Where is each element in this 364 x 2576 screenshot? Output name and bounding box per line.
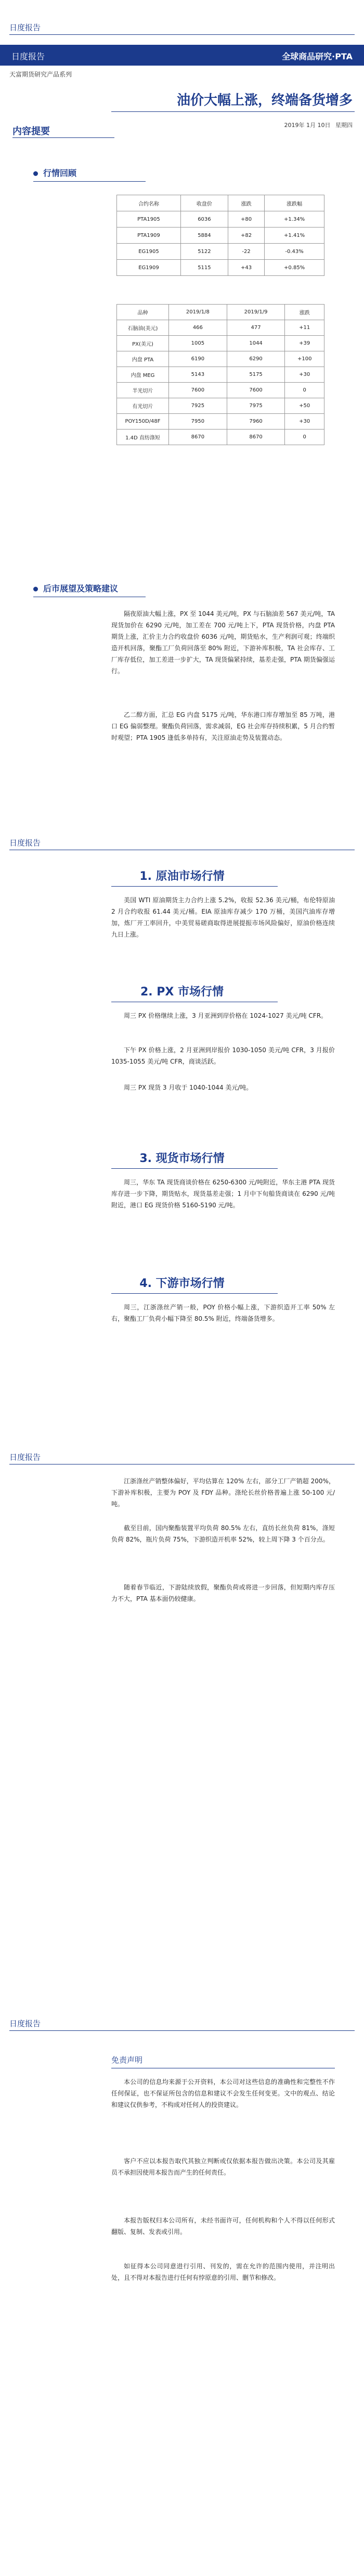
market-review-rule [33, 181, 146, 182]
disclaimer-paragraph-2: 客户不应以本报告取代其独立判断或仅依据本报告做出决策。本公司及其雇员不承担因使用本报告而产生的任何责任。 [111, 2157, 335, 2176]
table-cell: 6190 [169, 351, 227, 367]
table-row [117, 398, 324, 414]
summary-rule [12, 137, 114, 138]
table-cell: 0 [285, 430, 324, 445]
table-cell: +11 [285, 320, 324, 336]
table-cell: +50 [285, 398, 324, 414]
table-cell: 1.4D 直纺涤短 [117, 430, 169, 445]
table-row [117, 383, 324, 398]
table-cell: 6036 [180, 211, 228, 228]
header-rule [9, 34, 355, 35]
table-header-cell: 品种 [117, 305, 169, 320]
table-cell: -22 [228, 244, 264, 260]
table-row [117, 351, 324, 367]
table-cell: +1.34% [265, 211, 324, 228]
market-review-heading: 行情回顾 [33, 167, 76, 179]
table-cell: 5115 [180, 260, 228, 276]
page-4 [0, 2014, 364, 2576]
outlook-heading: 后市展望及策略建议 [33, 582, 118, 594]
page-header-title: 日度报告 [9, 23, 41, 32]
outlook-paragraph-2: 乙二醇方面，汇总 EG 内盘 5175 元/吨，华东港口库存增加至 85 万吨，港口 EG 偏弱整理。聚酯负荷回落，需求减弱，EG 社会库存持续积累，5 月合约暂时观望；PTA 1905 逢低多单持有，关注原油走势及装置动态。 [111, 711, 335, 741]
heading-rule [111, 886, 278, 887]
bullet-icon [33, 587, 38, 591]
spot-heading: 3. 现货市场行情 [139, 1152, 225, 1165]
table-cell: 7960 [227, 414, 285, 430]
table-row [117, 260, 324, 276]
spot-price-table [116, 304, 324, 445]
table-cell: 半光切片 [117, 383, 169, 398]
table-cell: 466 [169, 320, 227, 336]
downstream-heading: 4. 下游市场行情 [139, 1277, 225, 1290]
table-cell: 内盘 MEG [117, 367, 169, 383]
table-cell: 有光切片 [117, 398, 169, 414]
table-cell: 7600 [169, 383, 227, 398]
table-header-row [117, 195, 324, 211]
page-header-title: 日度报告 [9, 838, 41, 848]
table-cell: 0 [285, 383, 324, 398]
header-rule [9, 2030, 355, 2031]
table-cell: 石脑油(美元) [117, 320, 169, 336]
table-row [117, 228, 324, 244]
disclaimer-heading: 免责声明 [111, 2055, 143, 2065]
disclaimer-paragraph-1: 本公司的信息均来源于公开资料，本公司对这些信息的准确性和完整性不作任何保证，也不保证所包含的信息和建议不会发生任何变更。文中的观点、结论和建议仅供参考，不构成对任何人的投资建议。 [111, 2078, 335, 2108]
table-cell: 内盘 PTA [117, 351, 169, 367]
raw-oil-heading: 1. 原油市场行情 [139, 870, 225, 883]
table-row [117, 211, 324, 228]
table-cell: +82 [228, 228, 264, 244]
table-cell: PTA1905 [117, 211, 181, 228]
report-date [284, 121, 353, 129]
bullet-icon [33, 171, 38, 176]
table-cell: 8670 [227, 430, 285, 445]
table-cell: EG1909 [117, 260, 181, 276]
table-header-row [117, 305, 324, 320]
table-cell: PX(美元) [117, 336, 169, 351]
raw-oil-paragraph: 美国 WTI 原油期货主力合约上涨 5.2%，收报 52.36 美元/桶，布伦特原油 2 月合约收报 61.44 美元/桶。EIA 原油库存减少 170 万桶，美国汽油库存增加，炼厂开工率回升，中美贸易磋商取得进展提振市场风险偏好，原油价格连续九日上涨。 [111, 896, 335, 938]
table-row [117, 336, 324, 351]
title-rule [111, 111, 355, 112]
table-cell: +30 [285, 414, 324, 430]
downstream-paragraph: 周三，江浙涤丝产销一般，POY 价格小幅上涨，下游织造开工率 50% 左右，聚酯工厂负荷小幅下降至 80.5% 附近，终端备货增多。 [111, 1304, 335, 1322]
title-bar [0, 45, 364, 66]
table-row [117, 414, 324, 430]
table-header-cell: 涨跌 [228, 195, 264, 211]
page-2 [0, 832, 364, 1425]
table-cell: 7950 [169, 414, 227, 430]
table-row [117, 430, 324, 445]
page-header-title: 日度报告 [9, 1453, 41, 1462]
disclaimer-paragraph-3: 本报告版权归本公司所有，未经书面许可，任何机构和个人不得以任何形式翻版、复制、发表或引用。 [111, 2217, 335, 2236]
table-cell: 7925 [169, 398, 227, 414]
table-cell: +100 [285, 351, 324, 367]
table-cell: -0.43% [265, 244, 324, 260]
page-header-title: 日度报告 [9, 2019, 41, 2028]
table-cell: +80 [228, 211, 264, 228]
table-cell: 7600 [227, 383, 285, 398]
table-header-cell: 2019/1/9 [227, 305, 285, 320]
table-header-cell: 2019/1/8 [169, 305, 227, 320]
table-cell: PTA1909 [117, 228, 181, 244]
date-text: 2019年 1月 10日 [284, 122, 331, 129]
demand-paragraph-3: 随着春节临近，下游陆续放假，聚酯负荷或将进一步回落，但短期内库存压力不大，PTA 基本面仍较健康。 [111, 1584, 335, 1602]
title-bar-left: 日度报告 [11, 52, 45, 61]
table-cell: 477 [227, 320, 285, 336]
table-cell: +39 [285, 336, 324, 351]
table-cell: 1005 [169, 336, 227, 351]
summary-label: 内容提要 [12, 126, 50, 137]
table-cell: 7975 [227, 398, 285, 414]
spot-paragraph: 周三，华东 TA 现货商谈价格在 6250-6300 元/吨附近，华东主港 PTA 现货库存进一步下降，期货贴水，现货基差走强；1 月中下旬船货商谈在 6290 元/吨附近，港口 EG 现货价格 5160-5190 元/吨。 [111, 1179, 335, 1209]
weekday-text: 星期四 [335, 122, 353, 129]
table-header-cell: 收盘价 [180, 195, 228, 211]
heading-rule [111, 1168, 278, 1169]
table-cell: +43 [228, 260, 264, 276]
futures-table [116, 195, 324, 276]
table-header-cell: 合约名称 [117, 195, 181, 211]
table-cell: 5143 [169, 367, 227, 383]
table-cell: 1044 [227, 336, 285, 351]
table-row [117, 367, 324, 383]
demand-paragraph-1: 江浙涤丝产销整体偏好，平均估算在 120% 左右，部分工厂产销超 200%，下游补库积极，主要为 POY 及 FDY 品种。涤纶长丝价格普遍上涨 50-100 元/吨。 [111, 1478, 335, 1508]
demand-paragraph-2: 截至目前，国内聚酯装置平均负荷 80.5% 左右，直纺长丝负荷 81%，涤短负荷 82%，瓶片负荷 75%，下游织造开机率 52%，较上周下降 3 个百分点。 [111, 1524, 335, 1543]
page-1 [0, 0, 364, 812]
table-header-cell: 涨跌 [285, 305, 324, 320]
table-cell: 5122 [180, 244, 228, 260]
table-cell: EG1905 [117, 244, 181, 260]
report-title: 油价大幅上涨，终端备货增多 [176, 93, 353, 108]
table-cell: +0.85% [265, 260, 324, 276]
series-label: 天富期货研究产品系列 [9, 71, 72, 78]
table-cell: 8670 [169, 430, 227, 445]
px-paragraph-3: 周三 PX 现货 3 月收于 1040-1044 美元/吨。 [124, 1084, 253, 1091]
px-paragraph-2: 下午 PX 价格上涨，2 月亚洲到岸报价 1030-1050 美元/吨 CFR，3 月报价 1035-1055 美元/吨 CFR，商谈活跃。 [111, 1046, 335, 1065]
outlook-paragraph-1: 隔夜原油大幅上涨，PX 至 1044 美元/吨，PX 与石脑油差 567 美元/吨，TA 现货加价在 6290 元/吨，加工差在 700 元/吨上下，PTA 现货价格，内盘 PTA 期货上涨，汇价主力合约收盘价 6036 元/吨，期货贴水，生产利润可观；终端织造开机回落，聚酯工厂负荷回落至 80% 附近，下游补库积极，TA 社会库存、工厂库存低位，加工差进一步扩大，TA 现货偏紧持续，基差走强，PTA 期货偏强运行。 [111, 610, 335, 675]
table-header-cell: 涨跌幅 [265, 195, 324, 211]
page-3 [0, 1425, 364, 2014]
table-row [117, 244, 324, 260]
table-cell: POY150D/48F [117, 414, 169, 430]
disclaimer-paragraph-4: 如征得本公司同意进行引用、刊发的，需在允许的范围内使用，并注明出处，且不得对本报告进行任何有悖原意的引用、删节和修改。 [111, 2263, 335, 2281]
table-cell: 5884 [180, 228, 228, 244]
table-cell: +30 [285, 367, 324, 383]
table-cell: 6290 [227, 351, 285, 367]
heading-rule [111, 1293, 278, 1294]
table-row [117, 320, 324, 336]
table-cell: 5175 [227, 367, 285, 383]
px-paragraph-1: 周三 PX 价格继续上涨，3 月亚洲到岸价格在 1024-1027 美元/吨 CFR。 [124, 1012, 328, 1019]
px-heading: 2. PX 市场行情 [140, 986, 224, 999]
title-bar-right: 全球商品研究·PTA [282, 52, 353, 61]
table-cell: +1.41% [265, 228, 324, 244]
